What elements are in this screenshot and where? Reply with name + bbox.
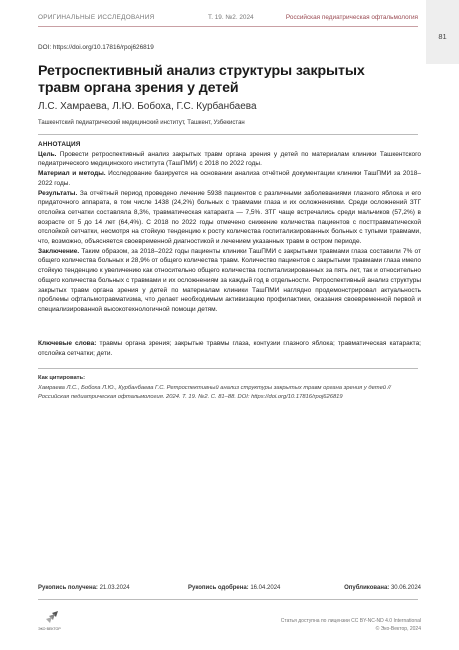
received-date bbox=[38, 585, 130, 591]
approved-date bbox=[188, 585, 280, 591]
header-section: ОРИГИНАЛЬНЫЕ ИССЛЕДОВАНИЯ bbox=[38, 14, 155, 21]
publisher-logo-icon bbox=[38, 610, 78, 632]
header-journal: Российская педиатрическая офтальмология bbox=[285, 14, 418, 21]
citation-text: Хамраева Л.С., Бобоха Л.Ю., Курбанбаева Г.С. Ретроспективный анализ структуры закрытых травм органа зрения у детей // Российская педиатрическая офтальмология. 2024. Т. 19. №2. С. 81–88. DOI: https://doi.org/10.17816/rpoj626819 bbox=[38, 385, 391, 400]
keywords-text: травмы органа зрения; закрытые травмы глаза, контузии глазного яблока; травматическая катаракта; отслойка сетчатки; дети. bbox=[38, 340, 421, 357]
divider bbox=[38, 599, 418, 600]
approved-label: Рукопись одобрена: bbox=[188, 585, 249, 591]
dates-row bbox=[38, 585, 421, 597]
abstract-aim bbox=[38, 150, 421, 169]
aim-label: Цель. bbox=[38, 150, 57, 158]
header-divider bbox=[38, 26, 418, 27]
abstract bbox=[38, 140, 421, 315]
results-text: За отчётный период проведено лечение 5938 пациентов с различными заболеваниями глазного яблока и его придаточного аппарата, в том числе 1438 (24,2%) больных с травмами глаза и их осложнениями. Среди осложнений ЗТГ отслойка сетчатки составляла 8,3%, травматическая катаракта — 7,5%. ЗТГ чаще встречались среди мальчиков (57,2%) в возрасте от 5 до 14 лет (64,4%). С 2018 по 2022 годы отмечено снижение количества пациентов с посттравматической отслойкой сетчатки, несмотря на стойкую тенденцию к росту количества госпитализированных больных с тупыми травмами, что, возможно, объясняется своевременной диагностикой и лечением указанных травм в остром периоде. bbox=[38, 189, 421, 246]
keywords bbox=[38, 339, 421, 358]
page-number: 81 bbox=[438, 32, 447, 41]
doi-link[interactable]: DOI: https://doi.org/10.17816/rpoj626819 bbox=[38, 44, 154, 51]
header-issue: Т. 19. №2. 2024 bbox=[208, 14, 254, 21]
published-label: Опубликована: bbox=[344, 585, 390, 591]
results-label: Результаты. bbox=[38, 189, 78, 197]
received-value: 21.03.2024 bbox=[99, 585, 130, 591]
keywords-label: Ключевые слова: bbox=[38, 340, 97, 347]
publisher-logo bbox=[38, 610, 78, 632]
published-date bbox=[344, 585, 421, 591]
article-title: Ретроспективный анализ структуры закрытых травм органа зрения у детей bbox=[38, 63, 365, 96]
license-line[interactable]: Статья доступна по лицензии CC BY-NC-ND 4.0 International bbox=[280, 618, 421, 624]
abstract-methods bbox=[38, 169, 421, 188]
running-header bbox=[38, 14, 418, 24]
aim-text: Провести ретроспективный анализ закрытых травм органа зрения у детей по материалам клиники Ташкентского педиатрического медицинского института (ТашПМИ) с 2018 по 2022 годы. bbox=[38, 150, 421, 168]
published-value: 30.06.2024 bbox=[390, 585, 421, 591]
conclusion-label: Заключение. bbox=[38, 247, 80, 255]
divider bbox=[38, 134, 418, 135]
abstract-conclusion bbox=[38, 247, 421, 315]
affiliation: Ташкентский педиатрический медицинский институт, Ташкент, Узбекистан bbox=[38, 120, 245, 126]
divider bbox=[38, 368, 418, 369]
methods-label: Материал и методы. bbox=[38, 170, 106, 178]
abstract-heading: АННОТАЦИЯ bbox=[38, 141, 81, 148]
citation-label: Как цитировать: bbox=[38, 375, 86, 381]
authors: Л.С. Хамраева, Л.Ю. Бобоха, Г.С. Курбанбаева bbox=[38, 101, 257, 112]
methods-text: Исследование базируется на основании анализа отчётной документации клиники ТашПМИ за 2018–2022 годы. bbox=[38, 170, 421, 187]
abstract-results bbox=[38, 189, 421, 247]
conclusion-text: Таким образом, за 2018–2022 годы пациенты клиники ТашПМИ с закрытыми травмами глаза составили 7% от общего количества больных и 28,9% от общего количества травм. Количество пациентов с закрытыми травмами глаза имело стойкую тенденцию к увеличению как относительно общего количества госпитализированных за пять лет, так и относительно общего количества больных с травмами и их осложнениям за каждый год в отдельности. Ретроспективный анализ структуры закрытых травм органа зрения у детей по материалам клиники ТашПМИ наглядно продемонстрировал актуальность проблемы офтальмотравматизма, что делает необходимым активизацию профилактики, оказания своевременной первой и специализированной высокотехнологичной помощи детям. bbox=[38, 247, 421, 313]
approved-value: 16.04.2024 bbox=[250, 585, 281, 591]
license-notice bbox=[221, 618, 421, 633]
publisher-logo-text: ЭКО·ВЕКТОР bbox=[38, 627, 61, 631]
received-label: Рукопись получена: bbox=[38, 585, 98, 591]
copyright-line: © Эко-Вектор, 2024 bbox=[375, 625, 421, 632]
